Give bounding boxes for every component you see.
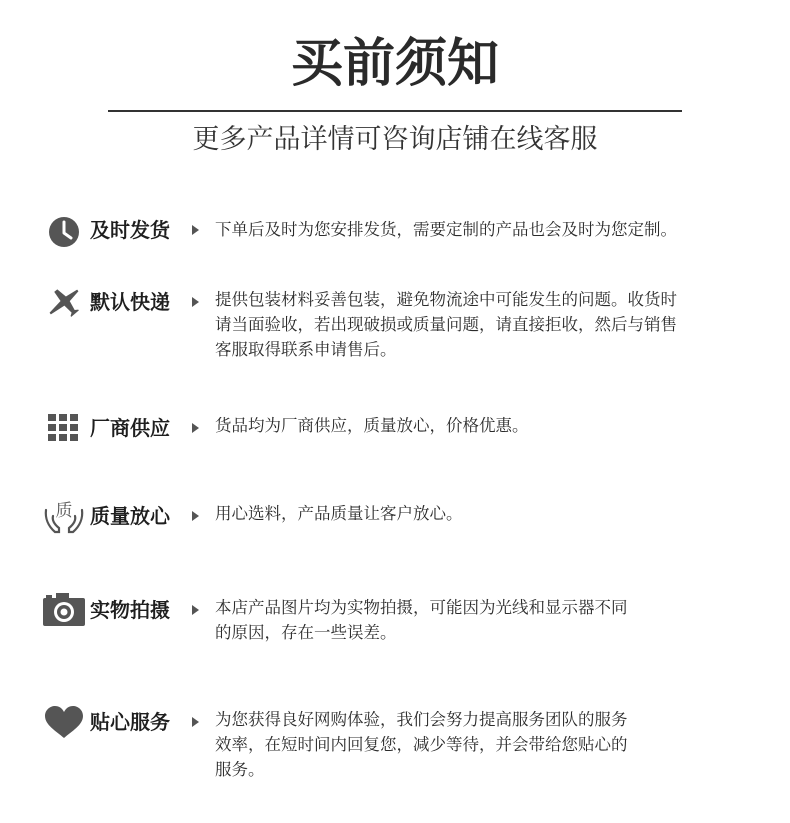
title-divider — [108, 110, 682, 112]
arrow-icon — [192, 717, 199, 727]
description-line: 请当面验收，若出现破损或质量问题，请直接拒收，然后与销售 — [215, 315, 677, 334]
description-line: 提供包装材料妥善包装，避免物流途中可能发生的问题。收货时 — [215, 290, 677, 309]
arrow-icon — [192, 511, 199, 521]
camera-icon — [42, 591, 86, 627]
notice-description — [215, 413, 771, 438]
page-title: 买前须知 — [290, 34, 499, 94]
notice-label: 默认快递 — [90, 290, 170, 314]
heart-icon — [42, 704, 86, 740]
description-line: 本店产品图片均为实物拍摄，可能因为光线和显示器不同 — [215, 598, 628, 617]
notice-label: 质量放心 — [90, 504, 170, 528]
notice-label: 实物拍摄 — [90, 598, 170, 622]
clock-icon — [42, 214, 86, 250]
notice-description — [215, 707, 771, 782]
description-line: 客服取得联系申请售后。 — [215, 340, 397, 359]
description-line: 服务。 — [215, 760, 265, 779]
arrow-icon — [192, 605, 199, 615]
notice-description — [215, 501, 771, 526]
notice-description — [215, 595, 771, 645]
airplane-icon — [42, 284, 86, 320]
arrow-icon — [192, 225, 199, 235]
quality-hands-icon — [42, 496, 86, 536]
description-line: 为您获得良好网购体验，我们会努力提高服务团队的服务 — [215, 710, 628, 729]
page-subtitle: 更多产品详情可咨询店铺在线客服 — [192, 124, 598, 155]
notice-label: 贴心服务 — [90, 710, 170, 734]
notice-description — [215, 287, 771, 362]
notice-label: 厂商供应 — [90, 416, 170, 440]
quality-char: 质 — [55, 501, 73, 521]
description-line: 效率，在短时间内回复您，减少等待，并会带给您贴心的 — [215, 735, 628, 754]
description-line: 用心选料，产品质量让客户放心。 — [215, 504, 463, 523]
description-line: 下单后及时为您安排发货，需要定制的产品也会及时为您定制。 — [215, 220, 677, 239]
notice-label: 及时发货 — [90, 218, 170, 242]
arrow-icon — [192, 297, 199, 307]
grid-icon — [42, 410, 86, 446]
notice-description — [215, 217, 771, 242]
arrow-icon — [192, 423, 199, 433]
description-line: 货品均为厂商供应，质量放心，价格优惠。 — [215, 416, 529, 435]
description-line: 的原因，存在一些误差。 — [215, 623, 397, 642]
